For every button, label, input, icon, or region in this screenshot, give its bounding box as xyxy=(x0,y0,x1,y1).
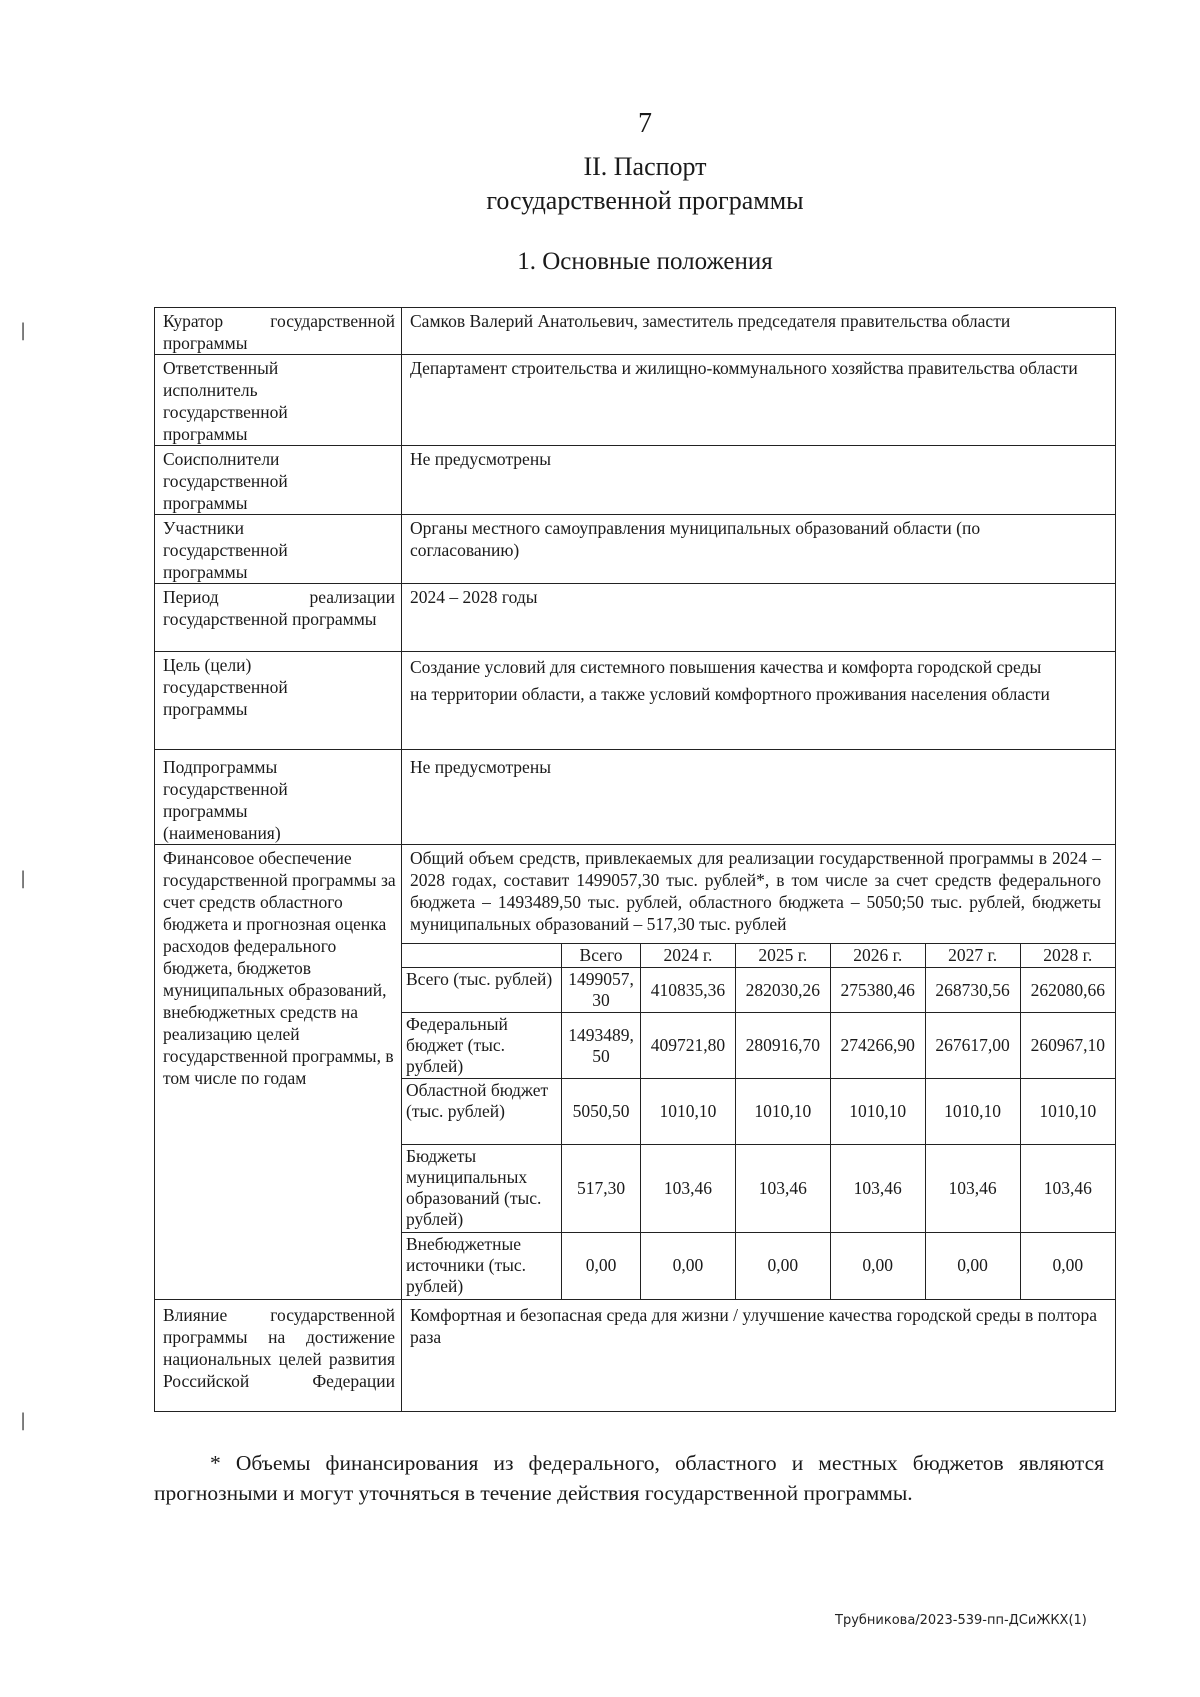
financing-cell-value: 282030,26 xyxy=(735,968,830,1013)
financing-cell-value: 0,00 xyxy=(925,1233,1020,1299)
financing-row-label: Федеральный бюджет (тыс. рублей) xyxy=(402,1013,562,1079)
financing-cell-value: 517,30 xyxy=(562,1145,641,1233)
coexecutors-value: Не предусмотрены xyxy=(402,446,1116,515)
financing-cell-value: 275380,46 xyxy=(830,968,925,1013)
financing-row-label: Областной бюджет (тыс. рублей) xyxy=(402,1079,562,1145)
financing-cell-value: 260967,10 xyxy=(1020,1013,1115,1079)
financing-cell-value: 0,00 xyxy=(1020,1233,1115,1299)
row-coexecutors xyxy=(155,446,1116,515)
goal-value: Создание условий для системного повышения качества и комфорта городской среды на территории области, а также условий комфортного проживания населения области xyxy=(402,652,1116,750)
participants-value: Органы местного самоуправления муниципальных образований области (по согласованию) xyxy=(402,515,1116,584)
section-title: II. Паспорт xyxy=(583,152,707,181)
page-number: 7 xyxy=(638,108,652,139)
financing-cell-value: 5050,50 xyxy=(562,1079,641,1145)
financing-cell xyxy=(402,845,1116,1300)
scan-punch-mark: | xyxy=(20,320,27,341)
section-subtitle: государственной программы xyxy=(486,186,804,215)
row-goal xyxy=(155,652,1116,750)
responsible-label: Ответственный исполнитель государственной программы xyxy=(155,355,402,446)
financing-cell-value: 274266,90 xyxy=(830,1013,925,1079)
financing-table-wrap xyxy=(402,943,1115,1299)
financing-cell-value: 262080,66 xyxy=(1020,968,1115,1013)
financing-cell-value: 0,00 xyxy=(735,1233,830,1299)
curator-value: Самков Валерий Анатольевич, заместитель председателя правительства области xyxy=(402,308,1116,355)
financing-cell-value: 0,00 xyxy=(830,1233,925,1299)
period-label xyxy=(155,584,402,652)
financing-cell-value: 1010,10 xyxy=(735,1079,830,1145)
scan-punch-mark: | xyxy=(20,1410,27,1431)
financing-label: Финансовое обеспечение государственной программы за счет средств областного бюджета и прогнозная оценка расходов федерального бюджета, бюджетов муниципальных образований, внебюджетных средств на реализацию целей государственной программы, в том числе по годам xyxy=(155,845,402,1300)
row-participants xyxy=(155,515,1116,584)
financing-header-cell: 2026 г. xyxy=(830,944,925,968)
responsible-value: Департамент строительства и жилищно-коммунального хозяйства правительства области xyxy=(402,355,1116,446)
financing-cell-value: 1010,10 xyxy=(641,1079,736,1145)
financing-cell-value: 409721,80 xyxy=(641,1013,736,1079)
row-period xyxy=(155,584,1116,652)
financing-cell-value: 103,46 xyxy=(925,1145,1020,1233)
row-responsible xyxy=(155,355,1116,446)
financing-row-federal xyxy=(402,1013,1115,1079)
passport-table xyxy=(154,307,1116,1412)
row-financing xyxy=(155,845,1116,1300)
financing-header-cell: 2024 г. xyxy=(641,944,736,968)
financing-cell-value: 1010,10 xyxy=(925,1079,1020,1145)
subprograms-label: Подпрограммы государственной программы (наименования) xyxy=(155,750,402,845)
financing-cell-value: 1010,10 xyxy=(830,1079,925,1145)
financing-header-cell: 2028 г. xyxy=(1020,944,1115,968)
financing-header-cell: Всего xyxy=(562,944,641,968)
financing-header-row xyxy=(402,944,1115,968)
financing-text: Общий объем средств, привлекаемых для реализации государственной программы в 2024 – 2028 годах, составит 1499057,30 тыс. рублей*, в том числе за счет средств федерального бюджета – 1493489,50 тыс. рублей, областного бюджета – 5050;50 тыс. рублей, бюджеты муниципальных образований – 517,30 тыс. рублей xyxy=(410,848,1101,934)
financing-row-regional xyxy=(402,1079,1115,1145)
coexecutors-label: Соисполнители государственной программы xyxy=(155,446,402,515)
footnote: * Объемы финансирования из федерального, областного и местных бюджетов являются прогнозными и могут уточняться в течение действия государственной программы. xyxy=(154,1451,1104,1505)
impact-label: Влияние государственной программы на достижение национальных целей развития Российской Федерации xyxy=(155,1299,402,1411)
financing-row-label: Бюджеты муниципальных образований (тыс. рублей) xyxy=(402,1145,562,1233)
financing-cell-value: 103,46 xyxy=(735,1145,830,1233)
financing-cell-value: 1499057,30 xyxy=(562,968,641,1013)
financing-row-label: Всего (тыс. рублей) xyxy=(402,968,562,1013)
financing-row-offbudget xyxy=(402,1233,1115,1299)
scan-punch-mark: | xyxy=(20,868,27,889)
financing-cell-value: 103,46 xyxy=(830,1145,925,1233)
impact-value: Комфортная и безопасная среда для жизни / улучшение качества городской среды в полтора раза xyxy=(402,1299,1116,1411)
financing-cell-value: 0,00 xyxy=(562,1233,641,1299)
financing-cell-value: 1493489,50 xyxy=(562,1013,641,1079)
financing-cell-value: 267617,00 xyxy=(925,1013,1020,1079)
financing-header-empty xyxy=(402,944,562,968)
subsection-title: 1. Основные положения xyxy=(517,248,773,275)
period-label-text: Период реализации государственной программы xyxy=(163,587,395,629)
goal-label: Цель (цели) государственной программы xyxy=(155,652,402,750)
row-curator xyxy=(155,308,1116,355)
curator-label: Куратор государственной программы xyxy=(155,308,402,355)
financing-cell-value: 103,46 xyxy=(1020,1145,1115,1233)
financing-cell-value: 1010,10 xyxy=(1020,1079,1115,1145)
subprograms-value: Не предусмотрены xyxy=(402,750,1116,845)
row-impact xyxy=(155,1299,1116,1411)
financing-table xyxy=(402,943,1115,1299)
participants-label: Участники государственной программы xyxy=(155,515,402,584)
financing-cell-value: 280916,70 xyxy=(735,1013,830,1079)
financing-header-cell: 2025 г. xyxy=(735,944,830,968)
document-reference: Трубникова/2023-539-пп-ДСиЖКХ(1) xyxy=(835,1613,1087,1628)
financing-cell-value: 0,00 xyxy=(641,1233,736,1299)
financing-row-label: Внебюджетные источники (тыс. рублей) xyxy=(402,1233,562,1299)
financing-cell-value: 268730,56 xyxy=(925,968,1020,1013)
financing-cell-value: 103,46 xyxy=(641,1145,736,1233)
financing-row-municipal xyxy=(402,1145,1115,1233)
financing-cell-value: 410835,36 xyxy=(641,968,736,1013)
financing-header-cell: 2027 г. xyxy=(925,944,1020,968)
row-subprograms xyxy=(155,750,1116,845)
period-value: 2024 – 2028 годы xyxy=(402,584,1116,652)
financing-row-total xyxy=(402,968,1115,1013)
